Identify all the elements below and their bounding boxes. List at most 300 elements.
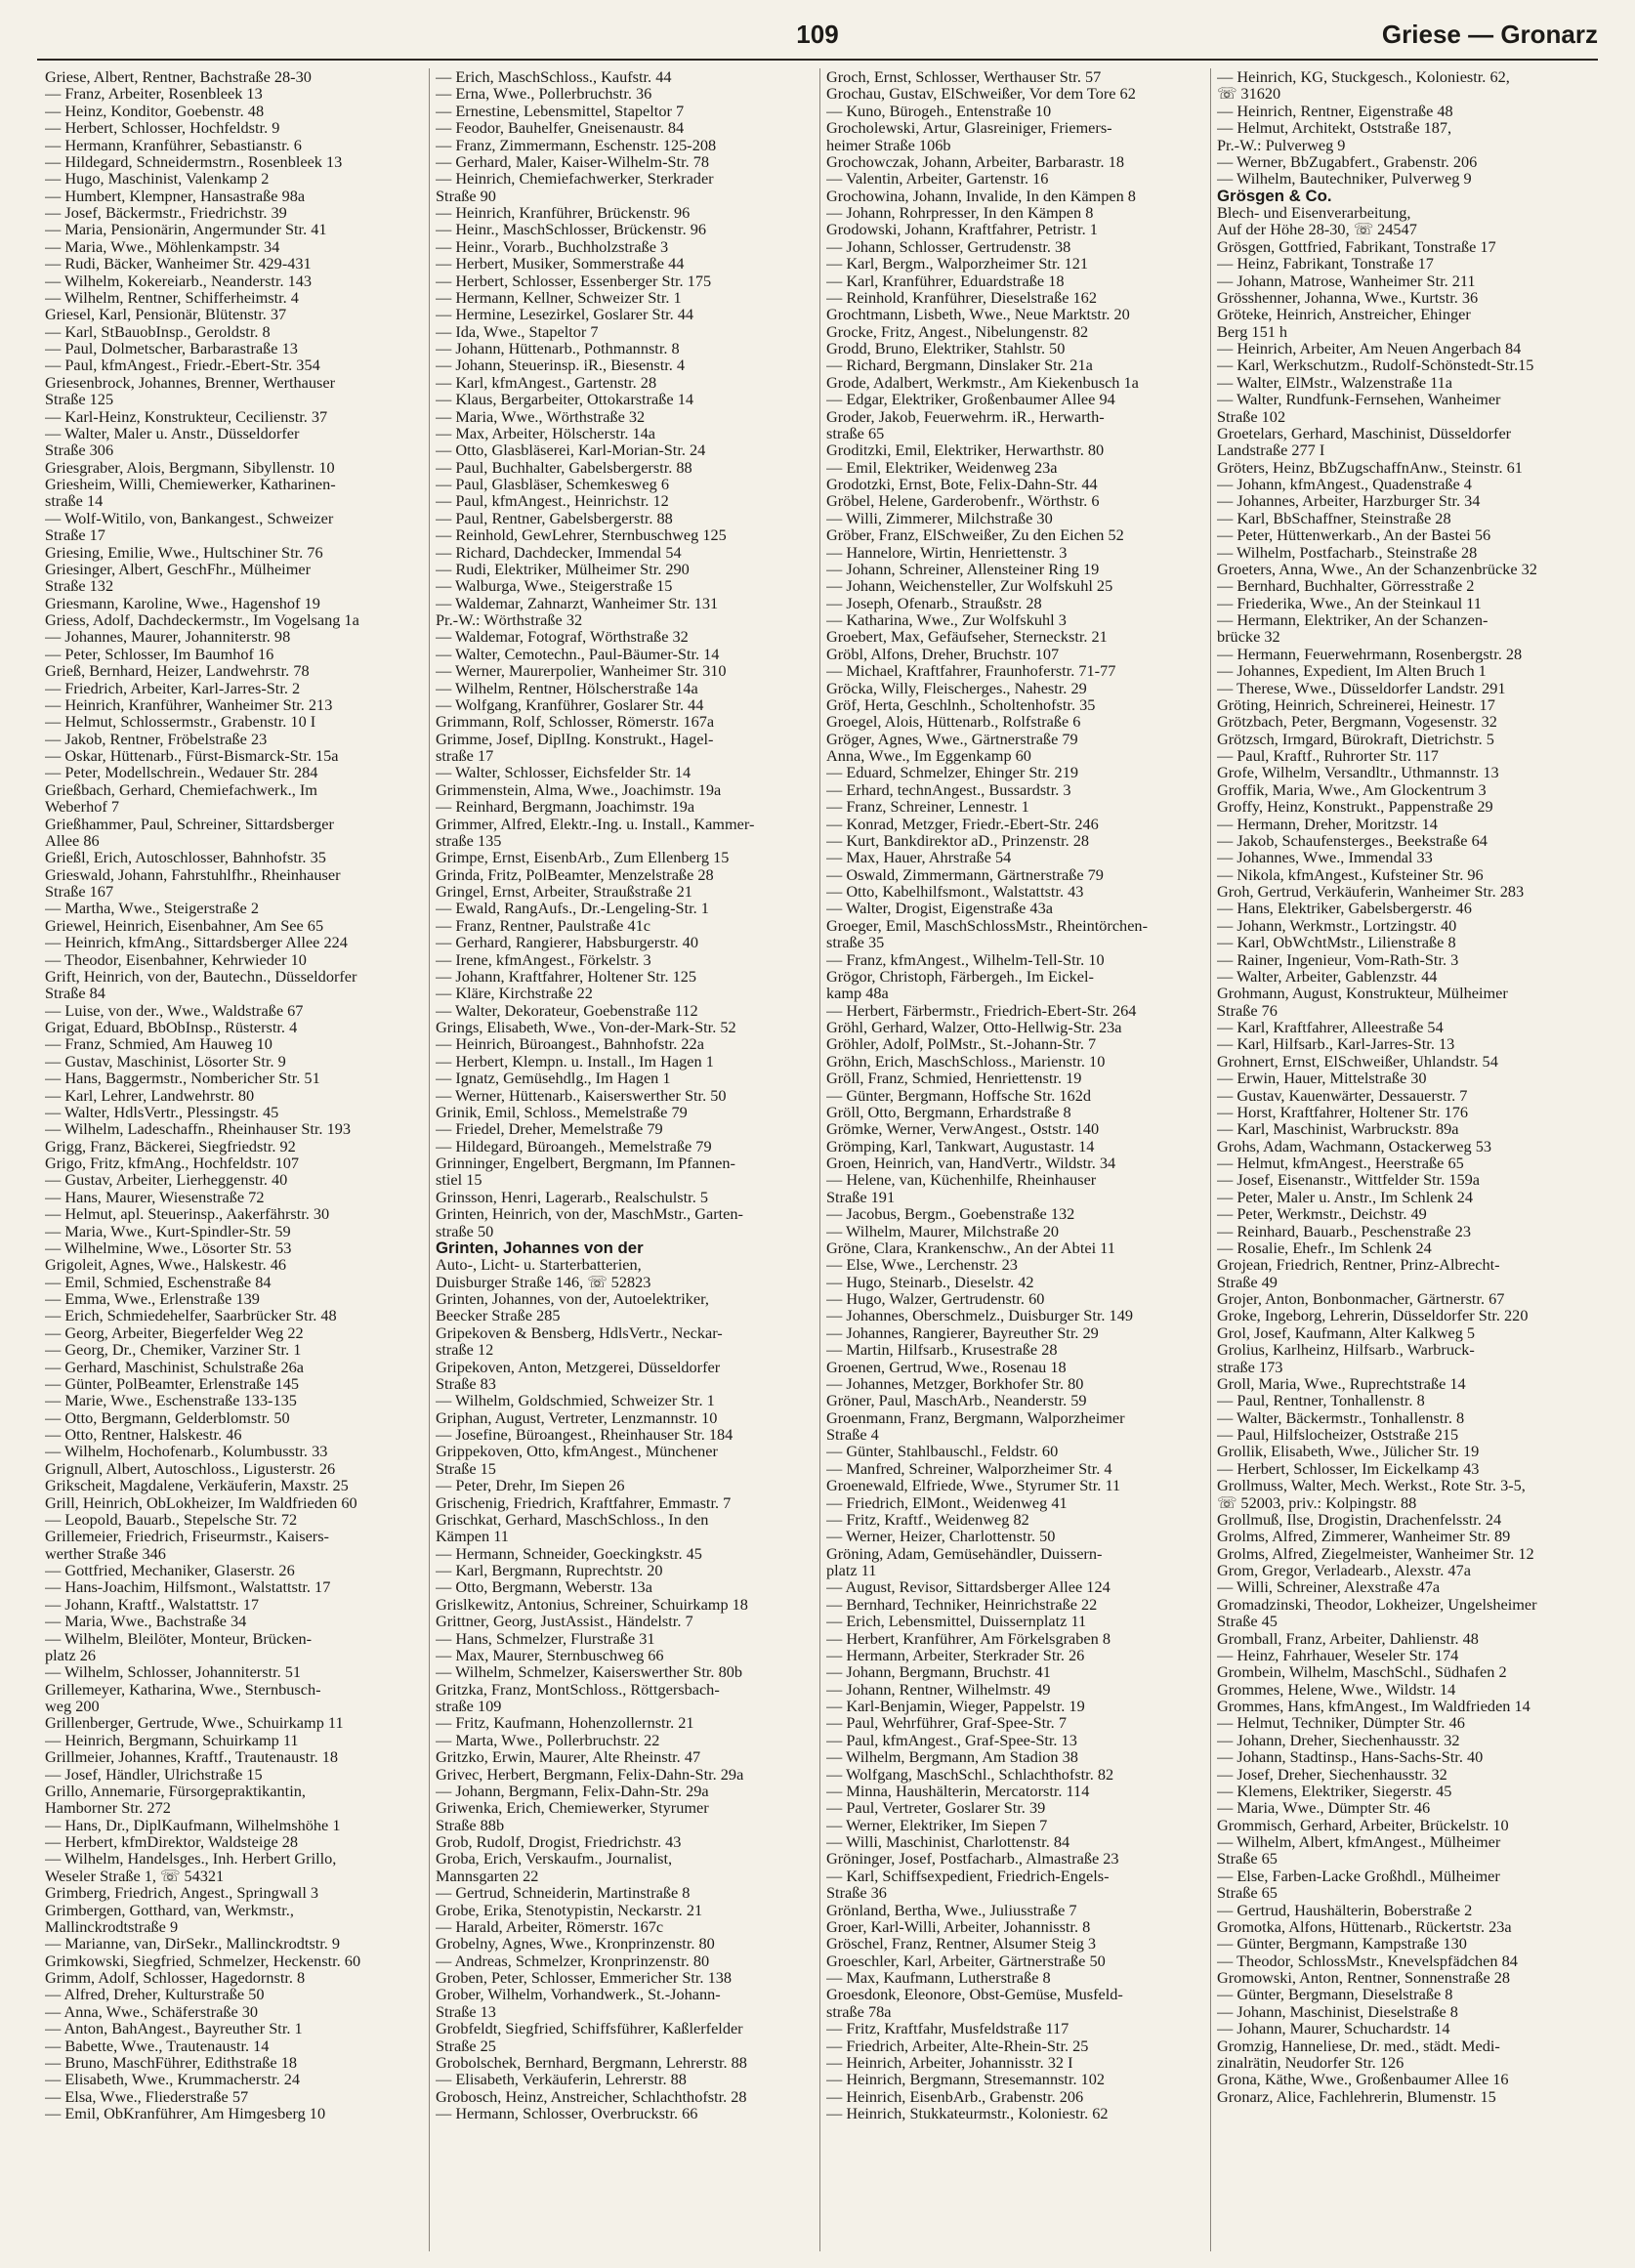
directory-entry: Gronarz, Alice, Fachlehrerin, Blumenstr. 15	[1217, 2086, 1496, 2106]
directory-entry: — Karl, Maschinist, Warbruckstr. 89a	[1217, 1119, 1459, 1139]
directory-entry: — Rosalie, Ehefr., Im Schlenk 24	[1217, 1238, 1432, 1257]
directory-entry: Gröll, Otto, Bergmann, Erhardstraße 8	[826, 1102, 1071, 1121]
directory-entry: Straße 90	[436, 186, 496, 205]
directory-entry: Groetelars, Gerhard, Maschinist, Düsseldorfer	[1217, 423, 1512, 442]
directory-entry: — Walter, Dekorateur, Goebenstraße 112	[436, 1000, 698, 1020]
directory-entry: Gröf, Herta, Geschlnh., Scholtenhofstr. 35	[826, 694, 1096, 714]
directory-entry: Straße 25	[436, 2036, 496, 2055]
directory-entry: Groenewald, Elfriede, Wwe., Styrumer Str. 11	[826, 1476, 1121, 1495]
directory-entry: — Johann, Matrose, Wanheimer Str. 211	[1217, 271, 1476, 290]
directory-entry: — Gertrud, Schneiderin, Martinstraße 8	[436, 1883, 691, 1903]
directory-entry: — Johannes, Rangierer, Bayreuther Str. 29	[826, 1323, 1099, 1342]
directory-entry: stiel 15	[436, 1170, 482, 1190]
directory-entry: Allee 86	[45, 830, 100, 850]
directory-entry: — Karl, Bergmann, Ruprechtstr. 20	[436, 1561, 663, 1579]
directory-entry: Gröll, Franz, Schmied, Henriettenstr. 19	[826, 1069, 1082, 1088]
directory-entry: Grolms, Alfred, Ziegelmeister, Wanheimer Str. 12	[1217, 1543, 1534, 1563]
directory-entry: — Karl-Benjamin, Wieger, Pappelstr. 19	[826, 1697, 1085, 1715]
directory-entry: — Hermann, Arbeiter, Sterkrader Str. 26	[826, 1645, 1085, 1664]
directory-entry: Straße 45	[1217, 1612, 1278, 1631]
directory-entry: — Heinrich, Stukkateurmstr., Koloniestr. 62	[826, 2104, 1109, 2122]
directory-entry: — Paul, Vertreter, Goslarer Str. 39	[826, 1798, 1046, 1818]
directory-columns	[45, 68, 1598, 2251]
directory-entry: — Paul, Rentner, Gabelsbergerstr. 88	[436, 508, 673, 527]
directory-entry: — Gerhard, Rangierer, Habsburgerstr. 40	[436, 933, 698, 952]
directory-entry: — Johannes, Arbeiter, Harzburger Str. 34	[1217, 491, 1481, 511]
directory-entry: Gromowski, Anton, Rentner, Sonnenstraße 28	[1217, 1968, 1511, 1987]
directory-entry: — Georg, Dr., Chemiker, Varziner Str. 1	[45, 1340, 302, 1360]
directory-entry: Gröteke, Heinrich, Anstreicher, Ehinger	[1217, 305, 1471, 324]
directory-entry: Grollik, Elisabeth, Wwe., Jülicher Str. 19	[1217, 1442, 1480, 1461]
directory-entry: — Emil, Elektriker, Weidenweg 23a	[826, 457, 1058, 477]
directory-entry: — Oswald, Zimmermann, Gärtnerstraße 79	[826, 864, 1104, 884]
directory-entry: — Waldemar, Fotograf, Wörthstraße 32	[436, 627, 689, 647]
directory-entry: straße 173	[1217, 1357, 1283, 1376]
directory-entry: — Richard, Bergmann, Dinslaker Str. 21a	[826, 356, 1093, 375]
directory-entry: Grimpe, Ernst, EisenbArb., Zum Ellenberg 15	[436, 848, 730, 867]
directory-entry: — Walter, Bäckermstr., Tonhallenstr. 8	[1217, 1407, 1465, 1427]
directory-entry: — Johannes, Expedient, Im Alten Bruch 1	[1217, 661, 1487, 681]
directory-entry: — Hermann, Kranführer, Sebastianstr. 6	[45, 135, 302, 154]
directory-entry: Pr.-W.: Pulverweg 9	[1217, 135, 1346, 154]
directory-entry: — Bruno, MaschFührer, Edithstraße 18	[45, 2052, 297, 2072]
directory-entry: ☏ 31620	[1217, 84, 1281, 104]
directory-entry: — Hermann, Elektriker, An der Schanzen-	[1217, 610, 1488, 629]
directory-entry: Gröning, Adam, Gemüsehändler, Duissern-	[826, 1543, 1103, 1563]
directory-entry: — Anton, BahAngest., Bayreuther Str. 1	[45, 2019, 303, 2038]
directory-entry: Grimbergen, Gotthard, van, Werkmstr.,	[45, 1900, 294, 1919]
directory-entry: — Max, Arbeiter, Hölscherstr. 14a	[436, 423, 655, 442]
directory-entry: Gröcka, Willy, Fleischerges., Nahestr. 29	[826, 678, 1087, 697]
directory-entry: — Elisabeth, Wwe., Krummacherstr. 24	[45, 2070, 301, 2089]
directory-entry: straße 78a	[826, 2001, 892, 2021]
directory-entry: Grießl, Erich, Autoschlosser, Bahnhofstr. 35	[45, 848, 326, 867]
column-divider	[429, 68, 430, 2251]
directory-entry: ☏ 52003, priv.: Kolpingstr. 88	[1217, 1492, 1417, 1512]
directory-entry: — Günter, PolBeamter, Erlenstraße 145	[45, 1373, 300, 1393]
directory-entry: Grol, Josef, Kaufmann, Alter Kalkweg 5	[1217, 1323, 1476, 1342]
directory-entry: — Waldemar, Zahnarzt, Wanheimer Str. 131	[436, 593, 719, 612]
directory-column-3	[826, 68, 1204, 2251]
directory-entry: Straße 76	[1217, 1000, 1278, 1020]
directory-entry: — Karl-Heinz, Konstrukteur, Cecilienstr. 37	[45, 406, 328, 426]
directory-entry: — Heinr., MaschSchlosser, Brückenstr. 96	[436, 220, 706, 239]
directory-entry: Grimm, Adolf, Schlosser, Hagedornstr. 8	[45, 1968, 306, 1987]
directory-entry: — Hans, Maurer, Wiesenstraße 72	[45, 1187, 265, 1206]
directory-entry: Grillmeier, Johannes, Kraftf., Trautenaustr. 18	[45, 1747, 339, 1767]
directory-entry: — Kurt, Bankdirektor aD., Prinzenstr. 28	[826, 830, 1090, 850]
directory-entry: — Johann, Bergmann, Felix-Dahn-Str. 29a	[436, 1781, 709, 1800]
directory-entry: straße 109	[436, 1697, 502, 1715]
directory-entry: — Herbert, Musiker, Sommerstraße 44	[436, 254, 685, 273]
directory-entry: — Franz, Schreiner, Lennestr. 1	[826, 797, 1029, 817]
directory-entry: Grochowczak, Johann, Arbeiter, Barbarastr. 18	[826, 151, 1124, 171]
directory-entry: — Johann, Maschinist, Dieselstraße 8	[1217, 2001, 1458, 2021]
directory-entry: Groch, Ernst, Schlosser, Werthauser Str. 57	[826, 68, 1102, 86]
directory-entry: Grift, Heinrich, von der, Bautechn., Düsseldorfer	[45, 966, 357, 986]
directory-entry: — Wilhelm, Bergmann, Am Stadion 38	[826, 1747, 1078, 1767]
directory-entry: Straße 4	[826, 1425, 879, 1444]
directory-entry: — Heinrich, kfmAng., Sittardsberger Allee 224	[45, 933, 348, 952]
directory-entry: Griewel, Heinrich, Eisenbahner, Am See 65	[45, 915, 324, 935]
directory-entry: Grillemeier, Friedrich, Friseurmstr., Kaisers-	[45, 1527, 329, 1546]
directory-entry: — Paul, Kraftf., Ruhrorter Str. 117	[1217, 746, 1439, 765]
directory-entry: — Johann, Steuerinsp. iR., Biesenstr. 4	[436, 356, 686, 375]
directory-entry: Groenen, Gertrud, Wwe., Rosenau 18	[826, 1357, 1067, 1376]
directory-entry: — Johann, Hüttenarb., Pothmannstr. 8	[436, 339, 680, 357]
directory-entry: Straße 15	[436, 1458, 496, 1478]
header-rule	[37, 59, 1598, 61]
directory-entry: Grötzbach, Peter, Bergmann, Vogesenstr. 32	[1217, 712, 1497, 732]
directory-entry: Grießbach, Gerhard, Chemiefachwerk., Im	[45, 779, 317, 799]
directory-entry: — Franz, kfmAngest., Wilhelm-Tell-Str. 10	[826, 949, 1105, 969]
directory-entry: Grommes, Helene, Wwe., Wildstr. 14	[1217, 1679, 1456, 1699]
directory-entry: Grillemeyer, Katharina, Wwe., Sternbusch-	[45, 1679, 321, 1699]
directory-entry: — Marianne, van, DirSekr., Mallinckrodtstr. 9	[45, 1934, 341, 1953]
directory-entry: Grodowski, Johann, Kraftfahrer, Petristr. 1	[826, 220, 1098, 239]
directory-entry: Beecker Straße 285	[436, 1306, 561, 1325]
directory-entry: — Erna, Wwe., Pollerbruchstr. 36	[436, 84, 652, 104]
directory-entry: — Paul, Glasbläser, Schemkesweg 6	[436, 475, 669, 493]
directory-entry: — Katharina, Wwe., Zur Wolfskuhl 3	[826, 610, 1067, 629]
directory-entry: — Johann, Rohrpresser, In den Kämpen 8	[826, 203, 1094, 222]
directory-entry: — Gerhard, Maschinist, Schulstraße 26a	[45, 1357, 304, 1376]
directory-entry: Grobe, Erika, Stenotypistin, Neckarstr. 21	[436, 1900, 703, 1919]
directory-entry: straße 17	[436, 746, 494, 765]
directory-entry: Grischenig, Friedrich, Kraftfahrer, Emmastr. 7	[436, 1492, 732, 1512]
directory-entry: Grojean, Friedrich, Rentner, Prinz-Albrecht-	[1217, 1255, 1500, 1275]
directory-entry: — Karl, Lehrer, Landwehrstr. 80	[45, 1085, 255, 1105]
directory-entry: — Marie, Wwe., Eschenstraße 133-135	[45, 1391, 297, 1410]
directory-entry: — Friedrich, Arbeiter, Karl-Jarres-Str. 2	[45, 678, 301, 697]
directory-entry: Gromzig, Hanneliese, Dr. med., städt. Medi-	[1217, 2036, 1500, 2055]
directory-entry: — Günter, Bergmann, Hoffsche Str. 162d	[826, 1085, 1091, 1105]
directory-entry: Groeters, Anna, Wwe., An der Schanzenbrücke 32	[1217, 559, 1537, 578]
directory-entry: Grocke, Fritz, Angest., Nibelungenstr. 82	[826, 321, 1089, 341]
directory-entry: Griesmann, Karoline, Wwe., Hagenshof 19	[45, 593, 320, 612]
directory-entry: Grodotzki, Ernst, Bote, Felix-Dahn-Str. 44	[826, 475, 1098, 493]
directory-entry: — Wilhelm, Postfacharb., Steinstraße 28	[1217, 542, 1478, 562]
directory-entry: — Heinrich, Bergmann, Schuirkamp 11	[45, 1730, 299, 1749]
directory-entry: — Emma, Wwe., Erlenstraße 139	[45, 1289, 260, 1308]
directory-entry: — Johann, Bergmann, Bruchstr. 41	[826, 1662, 1051, 1682]
directory-entry: — Werner, BbZugabfert., Grabenstr. 206	[1217, 151, 1478, 171]
directory-entry: — Gottfried, Mechaniker, Glaserstr. 26	[45, 1561, 295, 1579]
directory-entry: — Erich, MaschSchloss., Kaufstr. 44	[436, 68, 672, 86]
directory-entry: — Luise, von der., Wwe., Waldstraße 67	[45, 1000, 304, 1020]
directory-entry: platz 11	[826, 1561, 877, 1579]
page-header	[37, 14, 1598, 53]
directory-entry: — Bernhard, Techniker, Heinrichstraße 22	[826, 1594, 1098, 1614]
directory-column-4	[1217, 68, 1595, 2251]
directory-entry: Straße 13	[436, 2001, 496, 2021]
directory-entry: Straße 125	[45, 390, 114, 409]
directory-entry: — Heinz, Fabrikant, Tonstraße 17	[1217, 254, 1434, 273]
directory-entry: — Peter, Schlosser, Im Baumhof 16	[45, 644, 274, 663]
directory-entry: — Josef, Dreher, Siechenhausstr. 32	[1217, 1764, 1447, 1784]
directory-entry: Grolms, Alfred, Zimmerer, Wanheimer Str. 89	[1217, 1527, 1511, 1546]
directory-entry: — Friedel, Dreher, Memelstraße 79	[436, 1119, 663, 1139]
directory-entry: Groesdonk, Eleonore, Obst-Gemüse, Musfeld-	[826, 1985, 1123, 2004]
column-divider	[1210, 68, 1211, 2251]
directory-entry: — Martha, Wwe., Steigerstraße 2	[45, 899, 259, 918]
directory-entry: — Willi, Schreiner, Alexstraße 47a	[1217, 1577, 1441, 1597]
directory-entry: — Leopold, Bauarb., Stepelsche Str. 72	[45, 1509, 298, 1529]
directory-entry: Mallinckrodtstraße 9	[45, 1916, 179, 1936]
directory-entry: — Wolfgang, Kranführer, Goslarer Str. 44	[436, 694, 704, 714]
directory-entry: Gromball, Franz, Arbeiter, Dahlienstr. 48	[1217, 1628, 1479, 1648]
directory-entry: — Helmut, Architekt, Oststraße 187,	[1217, 118, 1452, 138]
directory-entry: Auto-, Licht- u. Starterbatterien,	[436, 1255, 642, 1275]
directory-entry: — Gustav, Arbeiter, Lierheggenstr. 40	[45, 1170, 288, 1190]
directory-entry: Gröner, Paul, MaschArb., Neanderstr. 59	[826, 1391, 1087, 1410]
directory-entry: — Michael, Kraftfahrer, Fraunhoferstr. 71-77	[826, 661, 1116, 681]
directory-entry: Groffik, Maria, Wwe., Am Glockentrum 3	[1217, 779, 1487, 799]
directory-entry: Grommes, Hans, kfmAngest., Im Waldfrieden 14	[1217, 1697, 1530, 1715]
directory-entry: — Wilhelm, Maurer, Milchstraße 20	[826, 1221, 1060, 1240]
directory-entry: Grieß, Bernhard, Heizer, Landwehrstr. 78	[45, 661, 310, 681]
directory-entry: — Friedrich, Arbeiter, Alte-Rhein-Str. 25	[826, 2036, 1089, 2055]
directory-entry: — Theodor, SchlossMstr., Knevelspfädchen 84	[1217, 1951, 1518, 1970]
directory-entry: — Theodor, Eisenbahner, Kehrwieder 10	[45, 949, 307, 969]
directory-entry: — Karl, Kraftfahrer, Alleestraße 54	[1217, 1018, 1444, 1036]
directory-entry: Groba, Erich, Verskaufm., Journalist,	[436, 1849, 673, 1869]
directory-entry: — Heinr., Vorarb., Buchholzstraße 3	[436, 236, 669, 256]
directory-entry: — Karl, Hilfsarb., Karl-Jarres-Str. 13	[1217, 1034, 1455, 1054]
directory-entry: Grohnert, Ernst, ElSchweißer, Uhlandstr. 54	[1217, 1051, 1498, 1071]
directory-entry: Gröhl, Gerhard, Walzer, Otto-Hellwig-Str. 23a	[826, 1018, 1122, 1036]
directory-entry: — Wolfgang, MaschSchl., Schlachthofstr. 82	[826, 1764, 1114, 1784]
directory-entry: — Hans, Dr., DiplKaufmann, Wilhelmshöhe 1	[45, 1815, 341, 1834]
directory-entry: — Else, Wwe., Lerchenstr. 23	[826, 1255, 1018, 1275]
directory-entry: — Herbert, kfmDirektor, Waldsteige 28	[45, 1832, 299, 1851]
directory-entry: Groditzki, Emil, Elektriker, Herwarthstr. 80	[826, 441, 1105, 460]
directory-entry: — Helmut, Techniker, Dümpter Str. 46	[1217, 1713, 1465, 1733]
directory-entry: — Reinhard, Bauarb., Peschenstraße 23	[1217, 1221, 1471, 1240]
directory-entry: Gringel, Ernst, Arbeiter, Straußstraße 21	[436, 882, 692, 901]
directory-entry: — Hugo, Maschinist, Valenkamp 2	[45, 169, 270, 189]
directory-entry: — Otto, Kabelhilfsmont., Walstattstr. 43	[826, 882, 1084, 901]
directory-entry: — Herbert, Klempn. u. Install., Im Hagen 1	[436, 1051, 714, 1071]
directory-entry: — Hermann, Kellner, Schweizer Str. 1	[436, 287, 682, 307]
directory-entry: — Maria, Wwe., Wörthstraße 32	[436, 406, 646, 426]
directory-entry: Grochau, Gustav, ElSchweißer, Vor dem Tore 62	[826, 84, 1136, 104]
directory-entry: Grocholewski, Artur, Glasreiniger, Friemers-	[826, 118, 1112, 138]
directory-entry: Grom, Gregor, Verladearb., Alexstr. 47a	[1217, 1561, 1471, 1579]
directory-entry: Grömping, Karl, Tankwart, Augustastr. 14	[826, 1136, 1095, 1155]
directory-entry: Grießhammer, Paul, Schreiner, Sittardsberger	[45, 814, 334, 833]
directory-entry: — Günter, Bergmann, Kampstraße 130	[1217, 1934, 1467, 1953]
directory-entry: — Werner, Maurerpolier, Wanheimer Str. 310	[436, 661, 727, 681]
directory-entry: Auf der Höhe 28-30, ☏ 24547	[1217, 220, 1417, 239]
directory-entry: Groeger, Emil, MaschSchlossMstr., Rheintörchen-	[826, 915, 1148, 935]
directory-entry: — Willi, Zimmerer, Milchstraße 30	[826, 508, 1053, 527]
directory-entry: — Paul, kfmAngest., Heinrichstr. 12	[436, 491, 669, 511]
directory-entry: — Hugo, Steinarb., Dieselstr. 42	[826, 1272, 1034, 1291]
directory-entry: — Herbert, Schlosser, Essenberger Str. 175	[436, 271, 712, 290]
directory-entry: — Humbert, Klempner, Hansastraße 98a	[45, 186, 306, 205]
directory-entry: zinalrätin, Neudorfer Str. 126	[1217, 2052, 1404, 2072]
column-divider	[819, 68, 820, 2251]
directory-entry: — Jacobus, Bergm., Goebenstraße 132	[826, 1204, 1075, 1224]
directory-entry: — Heinrich, Kranführer, Wanheimer Str. 213	[45, 694, 333, 714]
directory-entry: — Minna, Haushälterin, Mercatorstr. 114	[826, 1781, 1090, 1800]
directory-entry-advert: Grösgen & Co.	[1217, 186, 1332, 205]
directory-entry: — Heinrich, Chemiefachwerker, Sterkrader	[436, 169, 714, 189]
directory-entry: — Helene, van, Küchenhilfe, Rheinhauser	[826, 1170, 1097, 1190]
directory-entry: — Reinhold, GewLehrer, Sternbuschweg 125	[436, 525, 727, 545]
directory-entry: — Hermine, Lesezirkel, Goslarer Str. 44	[436, 305, 694, 324]
directory-entry: Grögor, Christoph, Färbergeh., Im Eickel-	[826, 966, 1094, 986]
directory-entry: Grolius, Karlheinz, Hilfsarb., Warbruck-	[1217, 1340, 1475, 1360]
directory-entry: Grings, Elisabeth, Wwe., Von-der-Mark-Str. 52	[436, 1018, 736, 1036]
directory-entry: Groke, Ingeborg, Lehrerin, Düsseldorfer Str. 220	[1217, 1306, 1529, 1325]
directory-entry: Straße 306	[45, 441, 114, 460]
directory-entry: Grimme, Josef, DiplIng. Konstrukt., Hagel-	[436, 729, 714, 748]
directory-entry: — Wilhelm, Goldschmied, Schweizer Str. 1	[436, 1391, 715, 1410]
directory-entry: Groen, Heinrich, van, HandVertr., Wildstr. 34	[826, 1154, 1116, 1172]
directory-entry: — Werner, Heizer, Charlottenstr. 50	[826, 1527, 1056, 1546]
directory-entry: Grobolschek, Bernhard, Bergmann, Lehrerstr. 88	[436, 2052, 747, 2072]
directory-entry: — Heinz, Fahrhauer, Weseler Str. 174	[1217, 1645, 1459, 1664]
directory-entry: — Paul, Dolmetscher, Barbarastraße 13	[45, 339, 298, 357]
directory-entry: — Gertrud, Haushälterin, Boberstraße 2	[1217, 1900, 1473, 1919]
directory-entry: Straße 84	[45, 984, 105, 1003]
directory-entry: — August, Revisor, Sittardsberger Allee 124	[826, 1577, 1111, 1597]
directory-entry: brücke 32	[1217, 627, 1280, 647]
directory-entry: Grinten, Heinrich, von der, MaschMstr., Garten-	[436, 1204, 743, 1224]
directory-entry: — Johann, Weichensteller, Zur Wolfskuhl 25	[826, 576, 1113, 596]
directory-entry: — Johann, Kraftfahrer, Holtener Str. 125	[436, 966, 697, 986]
directory-entry: Straße 49	[1217, 1272, 1278, 1291]
directory-entry: Gripekoven & Bensberg, HdlsVertr., Neckar-	[436, 1323, 723, 1342]
directory-entry: — Johann, kfmAngest., Quadenstraße 4	[1217, 475, 1472, 493]
directory-entry: — Johannes, Maurer, Johanniterstr. 98	[45, 627, 291, 647]
directory-entry: — Heinz, Konditor, Goebenstr. 48	[45, 101, 265, 120]
directory-entry: Groeschler, Karl, Arbeiter, Gärtnerstraße 50	[826, 1951, 1106, 1970]
directory-entry: Grommisch, Gerhard, Arbeiter, Brückelstr. 10	[1217, 1815, 1509, 1834]
directory-entry: — Nikola, kfmAngest., Kufsteiner Str. 96	[1217, 864, 1484, 884]
directory-entry: — Wolf-Witilo, von, Bankangest., Schweizer	[45, 508, 334, 527]
directory-entry: Grimmenstein, Alma, Wwe., Joachimstr. 19a	[436, 779, 722, 799]
directory-entry: Gromadzinski, Theodor, Lokheizer, Ungelsheimer	[1217, 1594, 1537, 1614]
directory-entry: Grohmann, August, Konstrukteur, Mülheimer	[1217, 984, 1508, 1003]
directory-entry: straße 65	[826, 423, 885, 442]
directory-entry: Straße 102	[1217, 406, 1286, 426]
directory-entry: — Else, Farben-Lacke Großhdl., Mülheimer	[1217, 1866, 1500, 1885]
directory-entry: Griesgraber, Alois, Bergmann, Sibyllenstr. 10	[45, 457, 335, 477]
directory-entry: Grobelny, Agnes, Wwe., Kronprinzenstr. 80	[436, 1934, 715, 1953]
directory-entry: — Heinrich, Arbeiter, Am Neuen Angerbach 84	[1217, 339, 1522, 357]
directory-entry: Grötzsch, Irmgard, Bürokraft, Dietrichstr. 5	[1217, 729, 1494, 748]
directory-entry: Gröne, Clara, Krankenschw., An der Abtei 11	[826, 1238, 1115, 1257]
directory-entry: Griesenbrock, Johannes, Brenner, Werthauser	[45, 372, 336, 392]
directory-entry: — Johann, Schlosser, Gertrudenstr. 38	[826, 236, 1071, 256]
directory-entry: — Richard, Dachdecker, Immendal 54	[436, 542, 682, 562]
directory-entry: Gritzko, Erwin, Maurer, Alte Rheinstr. 47	[436, 1747, 701, 1767]
directory-entry: — Otto, Glasbläserei, Karl-Morian-Str. 24	[436, 441, 706, 460]
directory-entry: — Hannelore, Wirtin, Henriettenstr. 3	[826, 542, 1068, 562]
directory-entry: — Walter, Cemotechn., Paul-Bäumer-Str. 14	[436, 644, 720, 663]
directory-entry: Grochowina, Johann, Invalide, In den Kämpen 8	[826, 186, 1136, 205]
directory-entry: Gritzka, Franz, MontSchloss., Röttgersbach-	[436, 1679, 720, 1699]
directory-entry: — Herbert, Färbermstr., Friedrich-Ebert-Str. 264	[826, 1000, 1137, 1020]
directory-entry: — Wilhelm, Handelsges., Inh. Herbert Grillo,	[45, 1849, 337, 1869]
directory-entry: — Max, Kaufmann, Lutherstraße 8	[826, 1968, 1051, 1987]
directory-entry: Groenmann, Franz, Bergmann, Walporzheimer	[826, 1407, 1125, 1427]
directory-entry: — Heinrich, KG, Stuckgesch., Koloniestr. 62,	[1217, 68, 1510, 86]
directory-entry: — Fritz, Kaufmann, Hohenzollernstr. 21	[436, 1713, 694, 1733]
directory-entry: — Ignatz, Gemüsehdlg., Im Hagen 1	[436, 1069, 671, 1088]
directory-entry: — Gerhard, Maler, Kaiser-Wilhelm-Str. 78	[436, 151, 710, 171]
directory-entry: — Helmut, kfmAngest., Heerstraße 65	[1217, 1154, 1464, 1172]
directory-entry: Grojer, Anton, Bonbonmacher, Gärtnerstr. 67	[1217, 1289, 1505, 1308]
directory-entry: — Johann, Stadtinsp., Hans-Sachs-Str. 40	[1217, 1747, 1484, 1767]
directory-entry: — Therese, Wwe., Düsseldorfer Landstr. 291	[1217, 678, 1506, 697]
directory-entry: Grigg, Franz, Bäckerei, Siegfriedstr. 92	[45, 1136, 296, 1155]
directory-entry: Gröschel, Franz, Rentner, Alsumer Steig 3	[826, 1934, 1097, 1953]
directory-entry: — Oskar, Hüttenarb., Fürst-Bismarck-Str. 15a	[45, 746, 339, 765]
directory-entry: — Jakob, Schaufensterges., Beekstraße 64	[1217, 830, 1488, 850]
directory-entry: — Klaus, Bergarbeiter, Ottokarstraße 14	[436, 390, 693, 409]
directory-entry: straße 14	[45, 491, 104, 511]
directory-entry: — Ida, Wwe., Stapeltor 7	[436, 321, 599, 341]
directory-entry: — Hildegard, Schneidermstrn., Rosenbleek 13	[45, 151, 343, 171]
directory-entry: Grischkat, Gerhard, MaschSchloss., In den	[436, 1509, 709, 1529]
directory-entry: Grieswald, Johann, Fahrstuhlfhr., Rheinhauser	[45, 864, 341, 884]
directory-entry: — Günter, Bergmann, Dieselstraße 8	[1217, 1985, 1453, 2004]
directory-entry: kamp 48a	[826, 984, 889, 1003]
directory-entry: Grombein, Wilhelm, MaschSchl., Südhafen 2	[1217, 1662, 1507, 1682]
directory-entry: heimer Straße 106b	[826, 135, 951, 154]
directory-entry: — Heinrich, EisenbArb., Grabenstr. 206	[826, 2086, 1084, 2106]
directory-entry: — Erich, Lebensmittel, Duissernplatz 11	[826, 1612, 1087, 1631]
directory-entry: — Walter, Schlosser, Eichsfelder Str. 14	[436, 763, 692, 782]
directory-entry: — Rainer, Ingenieur, Vom-Rath-Str. 3	[1217, 949, 1459, 969]
directory-entry: Grillenberger, Gertrude, Wwe., Schuirkamp 11	[45, 1713, 344, 1733]
directory-entry: — Fritz, Kraftf., Weidenweg 82	[826, 1509, 1029, 1529]
directory-entry: Weseler Straße 1, ☏ 54321	[45, 1866, 225, 1885]
directory-entry: — Feodor, Bauhelfer, Gneisenaustr. 84	[436, 118, 685, 138]
directory-entry: — Helmut, Schlossermstr., Grabenstr. 10 I	[45, 712, 316, 732]
directory-entry: — Hans-Joachim, Hilfsmont., Walstattstr. 17	[45, 1577, 331, 1597]
page-number: 109	[796, 20, 839, 49]
directory-entry: — Franz, Schmied, Am Hauweg 10	[45, 1034, 272, 1054]
directory-entry: — Wilhelm, Kokereiarb., Neanderstr. 143	[45, 271, 313, 290]
directory-entry: — Andreas, Schmelzer, Kronprinzenstr. 80	[436, 1951, 710, 1970]
directory-entry: Grodd, Bruno, Elektriker, Stahlstr. 50	[826, 339, 1066, 357]
directory-entry: — Hermann, Feuerwehrmann, Rosenbergstr. 28	[1217, 644, 1523, 663]
directory-entry: — Otto, Bergmann, Gelderblomstr. 50	[45, 1407, 290, 1427]
directory-entry: — Friederika, Wwe., An der Steinkaul 11	[1217, 593, 1482, 612]
directory-entry: Gröninger, Josef, Postfacharb., Almastraße 23	[826, 1849, 1119, 1869]
directory-entry: — Peter, Drehr, Im Siepen 26	[436, 1476, 625, 1495]
directory-entry: Grona, Käthe, Wwe., Großenbaumer Allee 16	[1217, 2070, 1509, 2089]
directory-entry: — Franz, Rentner, Paulstraße 41c	[436, 915, 650, 935]
directory-entry: Grillo, Annemarie, Fürsorgepraktikantin,	[45, 1781, 306, 1800]
directory-entry: — Gustav, Kauenwärter, Dessauerstr. 7	[1217, 1085, 1468, 1105]
directory-entry: werther Straße 346	[45, 1543, 166, 1563]
directory-entry: Grigoleit, Agnes, Wwe., Halskestr. 46	[45, 1255, 287, 1275]
directory-entry: — Anna, Wwe., Schäferstraße 30	[45, 2001, 259, 2021]
directory-entry: Griesing, Emilie, Wwe., Hultschiner Str. 76	[45, 542, 323, 562]
directory-entry: — Erich, Schmiedehelfer, Saarbrücker Str. 48	[45, 1306, 337, 1325]
directory-entry: — Harald, Arbeiter, Römerstr. 167c	[436, 1916, 664, 1936]
directory-entry: — Wilhelm, Schmelzer, Kaiserswerther Str. 80b	[436, 1662, 742, 1682]
directory-entry: Grimkowski, Siegfried, Schmelzer, Heckenstr. 60	[45, 1951, 361, 1970]
directory-entry: — Elsa, Wwe., Fliederstraße 57	[45, 2086, 249, 2106]
directory-entry: — Wilhelm, Rentner, Hölscherstraße 14a	[436, 678, 698, 697]
